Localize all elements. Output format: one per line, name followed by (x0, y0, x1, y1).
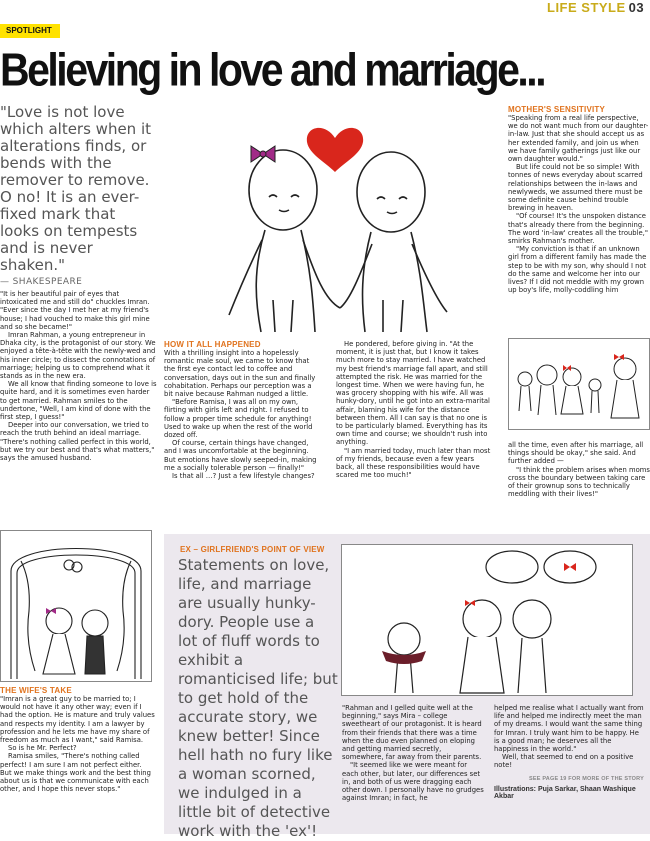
pull-quote-attribution: — SHAKESPEARE (0, 277, 83, 287)
article-paragraph: helped me realise what I actually want from life and helped me indirectly meet the man of my dreams. I would want the same thing for Imran. I truly want him to be happy. He is a good man; he deserves all the happiness in the world." (494, 704, 644, 754)
how-it-happened-column (164, 340, 322, 480)
article-paragraph: "I think the problem arises when moms cross the boundary between taking care of their grownup sons to technically meddling with their lives!" (508, 465, 650, 499)
section-heading: HOW IT ALL HAPPENED (164, 340, 261, 349)
pull-quote-text: "Love is not love which alters when it alterations finds, or bends with the remover to remove. O no! It is an ever-fixed mark that looks on tempests and is never shaken." (0, 103, 152, 274)
illustration-credit: Illustrations: Puja Sarkar, Shaan Washique Akbar (494, 785, 636, 800)
section-heading: THE WIFE'S TAKE (0, 686, 72, 695)
wifes-take-column (0, 686, 155, 793)
article-paragraph: "Of course! It's the unspoken distance that's already there from the beginning. The word 'in-law' creates all the trouble," smirks Rahman's mother. (508, 212, 648, 246)
intro-paragraph: We all know that finding someone to love is quite hard, and it is sometimes even harder to get married. Rahman smiles to the undertone, "Well, I am kind of done with the first step, I guess!" (0, 380, 157, 422)
article-paragraph: Of course, certain things have changed, and I was uncomfortable at the beginning. But emotions have slowly seeped-in, making me a socially tolerable person — finally!" (164, 439, 317, 472)
article-paragraph: "My conviction is that if an unknown girl from a different family has made the step to be with my son, why should I not do the same and welcome her into our lives? If I did not meddle with my grown up boy's life, molly-coddling him (508, 245, 647, 295)
ex-illustration (341, 544, 633, 696)
intro-paragraph: Deeper into our conversation, we tried to reach the truth behind an ideal marriage. "There's nothing called perfect in this world, but we try our best and that's what matters," says the amused husband. (0, 421, 155, 463)
intro-paragraph: Imran Rahman, a young entrepreneur in Dhaka city, is the protagonist of our story. We enjoyed a tête-à-tête with the newly-wed and his inner circle; to dissect the connotations of marriage; helping us to comprehend what it stands as in the new era. (0, 331, 156, 381)
spotlight-tag: SPOTLIGHT (0, 24, 60, 38)
article-paragraph: "Rahman and I gelled quite well at the beginning," says Mira – college sweetheart of our protagonist. It is heard from their friends that there was a time when the duo even planned on eloping and getting married secretly, somewhere, far away from their parents. (342, 704, 482, 762)
section-heading: MOTHER'S SENSITIVITY (508, 105, 606, 114)
article-paragraph: "It seemed like we were meant for each other, but later, our differences set in, and both of us were dragging each other down. I personally have no grudges against Imran; in fact, he (342, 761, 484, 803)
article-paragraph: He pondered, before giving in. "At the moment, it is just that, but I know it takes much more to stay married. I have watched my best friend's marriage fall apart, and still attempted the risk. He was married for the longest time. When we were having fun, he was grocery shopping with his wife. All was hunky-dory, until he got into an extra-marital affair, blaming his wife for the distance between them. All I can say is that no one is to be particularly blamed. Everything has its own time and course; we shouldn't rush into anything. (336, 340, 490, 447)
section-header (547, 0, 644, 15)
intro-column (0, 290, 157, 462)
couple-illustration (165, 100, 505, 335)
boy-figure (340, 152, 447, 332)
section-heading: EX – GIRLFRIEND'S POINT OF VIEW (180, 545, 325, 554)
article-paragraph: But life could not be so simple! With tonnes of news everyday about scarred relationships between the in-laws and newlyweds, we assumed there must be some definite cause behind trouble brewing in heaven. (508, 163, 643, 213)
article-paragraph: Is that all …? Just a few lifestyle changes? (172, 472, 315, 481)
family-illustration (508, 338, 650, 430)
article-paragraph: "Speaking from a real life perspective, we do not want much from our daughter-in-law. Just that she should accept us as her extended family, and join us when we have family gatherings just like our own daughter would." (508, 114, 649, 164)
ex-column-1 (342, 704, 484, 802)
article-paragraph: "I am married today, much later than most of my friends, because even a few years back, all these responsibilities would have scared me too much!" (336, 446, 491, 480)
girl-figure (229, 150, 340, 332)
article-paragraph: "Before Ramisa, I was all on my own, flirting with girls left and right. I refused to follow a proper time schedule for anything! Used to wake up when the rest of the world dozed off. (164, 398, 313, 440)
section-name: LIFE STYLE (547, 0, 626, 15)
headline: Believing in love and marriage... (0, 44, 545, 96)
article-paragraph: Ramisa smiles, "There's nothing called perfect! I am sure I am not perfect either. But we make things work and the best thing about us is that we communicate with each other, and I hope this never stops." (0, 752, 151, 794)
see-page-note: SEE PAGE 19 FOR MORE OF THE STORY (529, 775, 644, 782)
article-paragraph: Well, that seemed to end on a positive note! (494, 753, 634, 770)
wedding-illustration (0, 530, 152, 682)
mothers-sensitivity-column (508, 105, 650, 294)
pull-quote (0, 104, 155, 291)
heart-icon (307, 128, 363, 172)
article-paragraph: With a thrilling insight into a hopelessly romantic male soul, we came to know that the first eye contact led to coffee and conversation, days out in the sun and finally cohabitation. Perhaps our perception was a bit naive because Rahman nudged a little. (164, 349, 316, 399)
page-number: 03 (628, 0, 645, 15)
article-paragraph: all the time, even after his marriage, all things should be okay," she said. And further added — (508, 441, 644, 466)
mothers-sensitivity-continued (508, 441, 650, 498)
intro-paragraph: "It is her beautiful pair of eyes that intoxicated me and still do" chuckles Imran. "Ever since the day I met her at my friend's house; I had vouched to make this girl mine and so she became!" (0, 290, 150, 331)
middle-column (336, 340, 494, 479)
article-paragraph: So is he Mr. Perfect? (8, 744, 77, 753)
ex-pull-quote: Statements on love, life, and marriage are usually hunky-dory. People use a lot of fluff words to exhibit a romanticised life; but to get hold of the accurate story, we knew better! Since hell hath no fury like a woman scorned, we indulged in a little bit of detective work with the 'ex'! (178, 556, 338, 840)
ex-column-2 (494, 704, 644, 800)
article-paragraph: "Imran is a great guy to be married to; I would not have it any other way; even if I had the option. He is mature and truly values and respects my identity. I am a lawyer by profession and he lets me have my share of freedom as much as I want," said Ramisa. (0, 695, 155, 745)
